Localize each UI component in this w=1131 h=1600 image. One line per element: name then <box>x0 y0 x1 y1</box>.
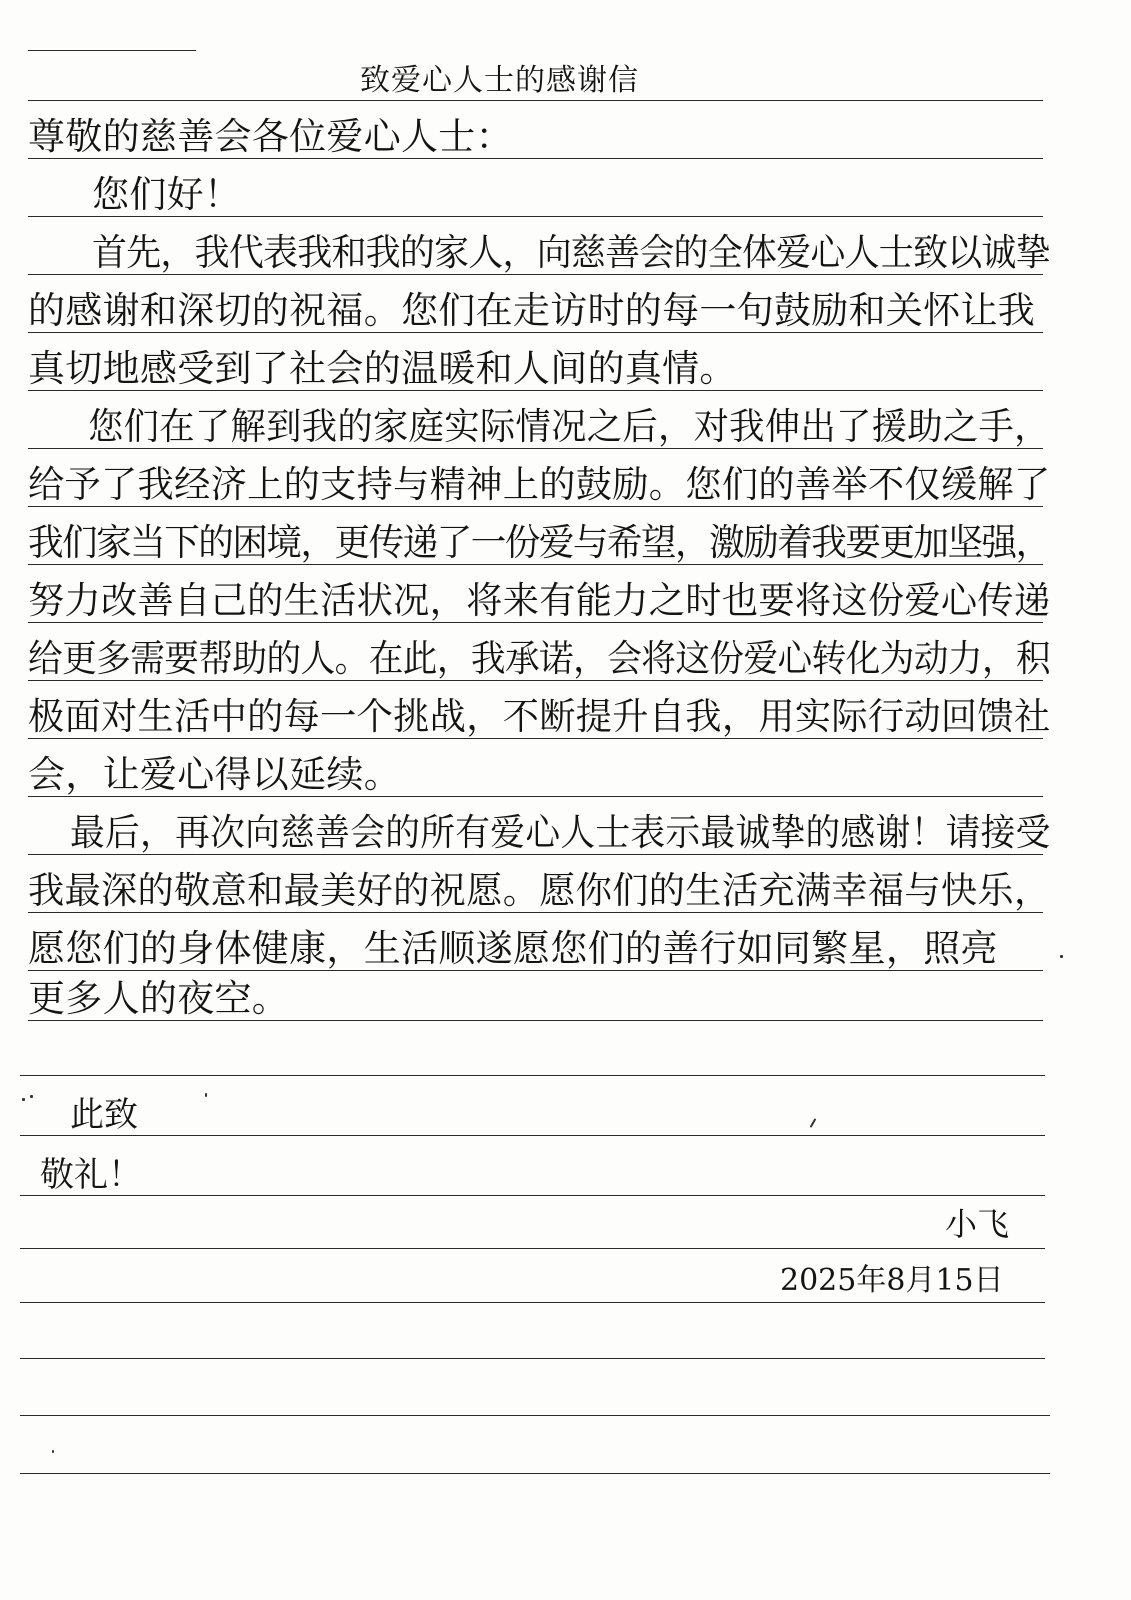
letter-date: 2025年8月15日 <box>780 1263 1004 1298</box>
body-line: 首先，我代表我和我的家人，向慈善会的全体爱心人士致以诚挚 <box>92 231 1050 274</box>
pen-mark <box>205 1093 207 1097</box>
ruled-line <box>28 158 1043 159</box>
pen-mark <box>810 1118 817 1128</box>
closing-phrase: 此致 <box>70 1095 138 1135</box>
body-line: 极面对生活中的每一个挑战，不断提升自我，用实际行动回馈社 <box>28 695 1051 738</box>
ruled-line <box>20 1195 1045 1196</box>
salutation: 尊敬的慈善会各位爱心人士： <box>28 115 513 158</box>
ruled-line <box>28 332 1043 333</box>
pen-mark <box>1060 955 1063 958</box>
ruled-line <box>20 1415 1050 1416</box>
top-short-rule <box>28 50 196 51</box>
ruled-line <box>20 1075 1045 1076</box>
body-line: 更多人的夜空。 <box>28 977 290 1020</box>
body-line: 的感谢和深切的祝福。您们在走访时的每一句鼓励和关怀让我 <box>28 289 1036 332</box>
ruled-line <box>20 1248 1045 1249</box>
body-line: 会，让爱心得以延续。 <box>28 753 401 796</box>
pen-mark <box>30 1095 33 1098</box>
regards-phrase: 敬礼！ <box>40 1155 142 1195</box>
ruled-line <box>28 448 1043 449</box>
body-line: 最后，再次向慈善会的所有爱心人士表示最诚挚的感谢！请接受 <box>70 811 1051 854</box>
ruled-line <box>28 912 1043 913</box>
ruled-line <box>28 1020 1043 1021</box>
body-line: 我最深的敬意和最美好的祝愿。愿你们的生活充满幸福与快乐， <box>28 869 1051 912</box>
greeting: 您们好！ <box>92 173 242 216</box>
ruled-line <box>28 970 1043 971</box>
letter-title: 致爱心人士的感谢信 <box>360 63 639 98</box>
ruled-line <box>20 1473 1050 1474</box>
pen-mark <box>52 1450 54 1453</box>
ruled-line <box>28 680 1043 681</box>
ruled-line <box>28 564 1043 565</box>
body-line: 努力改善自己的生活状况，将来有能力之时也要将这份爱心传递 <box>28 579 1051 622</box>
body-line: 您们在了解到我的家庭实际情况之后，对我伸出了援助之手， <box>88 405 1050 448</box>
ruled-line <box>28 274 1043 275</box>
ruled-line <box>28 506 1043 507</box>
ruled-line <box>28 390 1043 391</box>
pen-mark <box>22 1098 25 1101</box>
ruled-line <box>28 854 1043 855</box>
ruled-line <box>20 1358 1045 1359</box>
ruled-line <box>20 1135 1045 1136</box>
ruled-line <box>28 796 1043 797</box>
body-line: 愿您们的身体健康，生活顺遂愿您们的善行如同繁星，照亮 <box>28 927 998 970</box>
body-line: 给予了我经济上的支持与精神上的鼓励。您们的善举不仅缓解了 <box>28 463 1051 506</box>
body-line: 给更多需要帮助的人。在此，我承诺，会将这份爱心转化为动力，积 <box>28 637 1051 680</box>
ruled-line <box>20 1302 1045 1303</box>
body-line: 真切地感受到了社会的温暖和人间的真情。 <box>28 347 737 390</box>
body-line: 我们家当下的困境，更传递了一份爱与希望，激励着我要更加坚强， <box>28 521 1050 564</box>
ruled-line <box>28 216 1043 217</box>
ruled-line <box>28 622 1043 623</box>
ruled-line <box>28 100 1043 101</box>
signature: 小飞 <box>945 1205 1010 1243</box>
ruled-line <box>28 738 1043 739</box>
